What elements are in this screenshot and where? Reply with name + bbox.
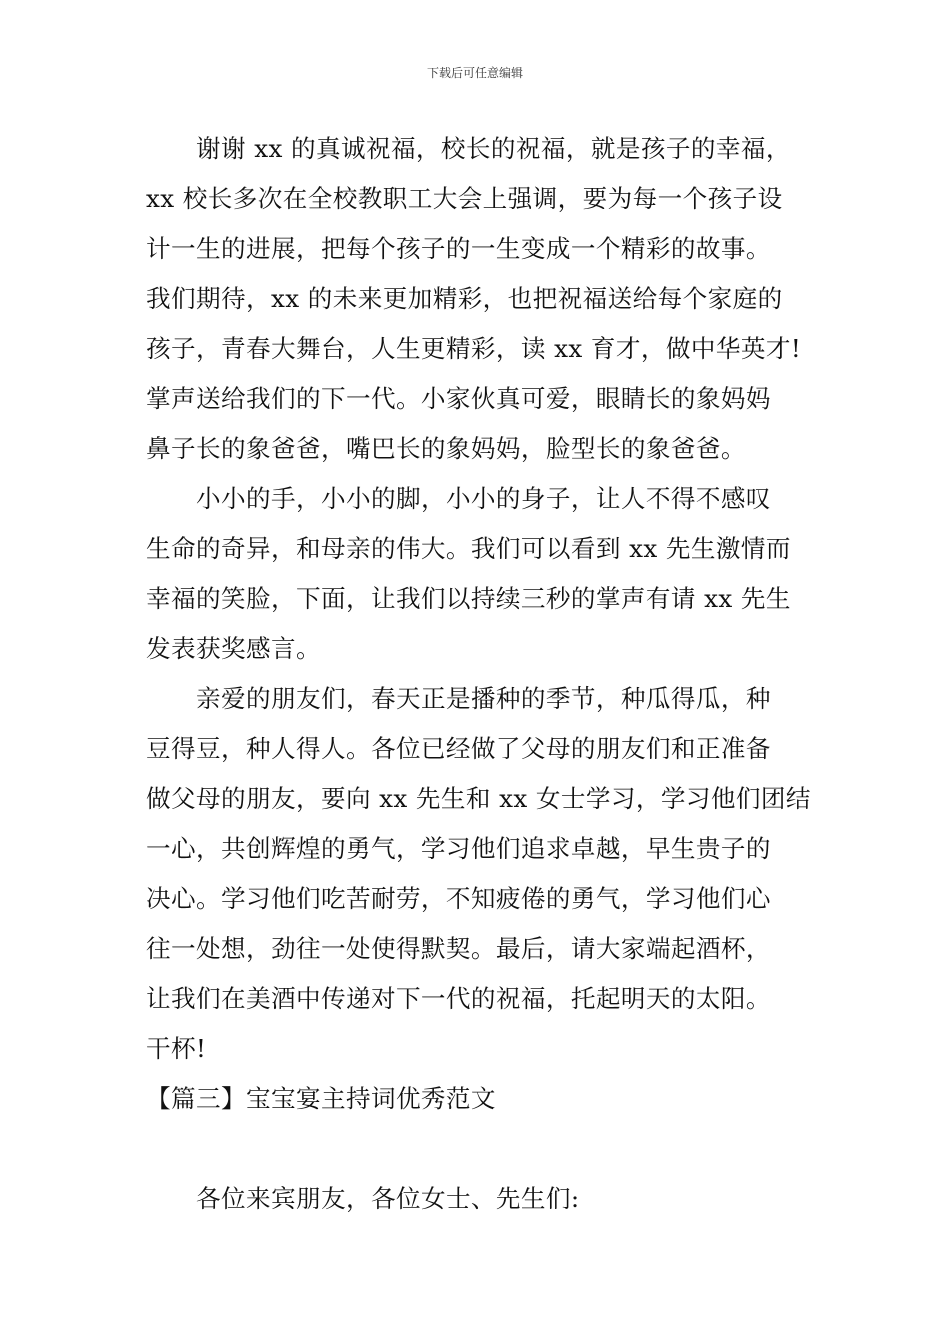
paragraph-line: 往一处想，劲往一处使得默契。最后，请大家端起酒杯，: [146, 934, 771, 963]
greeting-line: 各位来宾朋友，各位女士、先生们:: [196, 1184, 580, 1213]
section-heading: 【篇三】宝宝宴主持词优秀范文: [146, 1084, 496, 1113]
paragraph-line: 发表获奖感言。: [146, 634, 321, 663]
paragraph-line: 亲爱的朋友们，春天正是播种的季节，种瓜得瓜，种: [196, 684, 771, 713]
paragraph-3: [146, 674, 810, 1074]
paragraph-line: 掌声送给我们的下一代。小家伙真可爱，眼睛长的象妈妈: [146, 384, 771, 413]
paragraph-line: 干杯!: [146, 1034, 207, 1063]
paragraph-line: 让我们在美酒中传递对下一代的祝福，托起明天的太阳。: [146, 984, 771, 1013]
page-header: 下载后可任意编辑: [426, 66, 523, 80]
paragraph-line: 豆得豆，种人得人。各位已经做了父母的朋友们和正准备: [146, 734, 771, 763]
paragraph-line: 谢谢 xx 的真诚祝福，校长的祝福，就是孩子的幸福，: [196, 134, 791, 163]
paragraph-line: 小小的手，小小的脚，小小的身子，让人不得不感叹: [196, 484, 771, 513]
blank-line: [146, 1124, 810, 1174]
paragraph-line: xx 校长多次在全校教职工大会上强调，要为每一个孩子设: [146, 184, 783, 213]
paragraph-line: 幸福的笑脸，下面，让我们以持续三秒的掌声有请 xx 先生: [146, 584, 791, 613]
paragraph-line: 我们期待，xx 的未来更加精彩，也把祝福送给每个家庭的: [146, 284, 783, 313]
paragraph-line: 计一生的进展，把每个孩子的一生变成一个精彩的故事。: [146, 234, 771, 263]
paragraph-line: 一心，共创辉煌的勇气，学习他们追求卓越，早生贵子的: [146, 834, 771, 863]
paragraph-line: 孩子，青春大舞台，人生更精彩，读 xx 育才，做中华英才!: [146, 334, 802, 363]
paragraph-1: [146, 124, 810, 474]
paragraph-line: 做父母的朋友，要向 xx 先生和 xx 女士学习，学习他们团结: [146, 784, 811, 813]
paragraph-line: 生命的奇异，和母亲的伟大。我们可以看到 xx 先生激情而: [146, 534, 791, 563]
paragraph-line: 鼻子长的象爸爸，嘴巴长的象妈妈，脸型长的象爸爸。: [146, 434, 746, 463]
paragraph-line: 决心。学习他们吃苦耐劳，不知疲倦的勇气，学习他们心: [146, 884, 771, 913]
paragraph-2: [146, 474, 810, 674]
document-body: [146, 124, 810, 1224]
